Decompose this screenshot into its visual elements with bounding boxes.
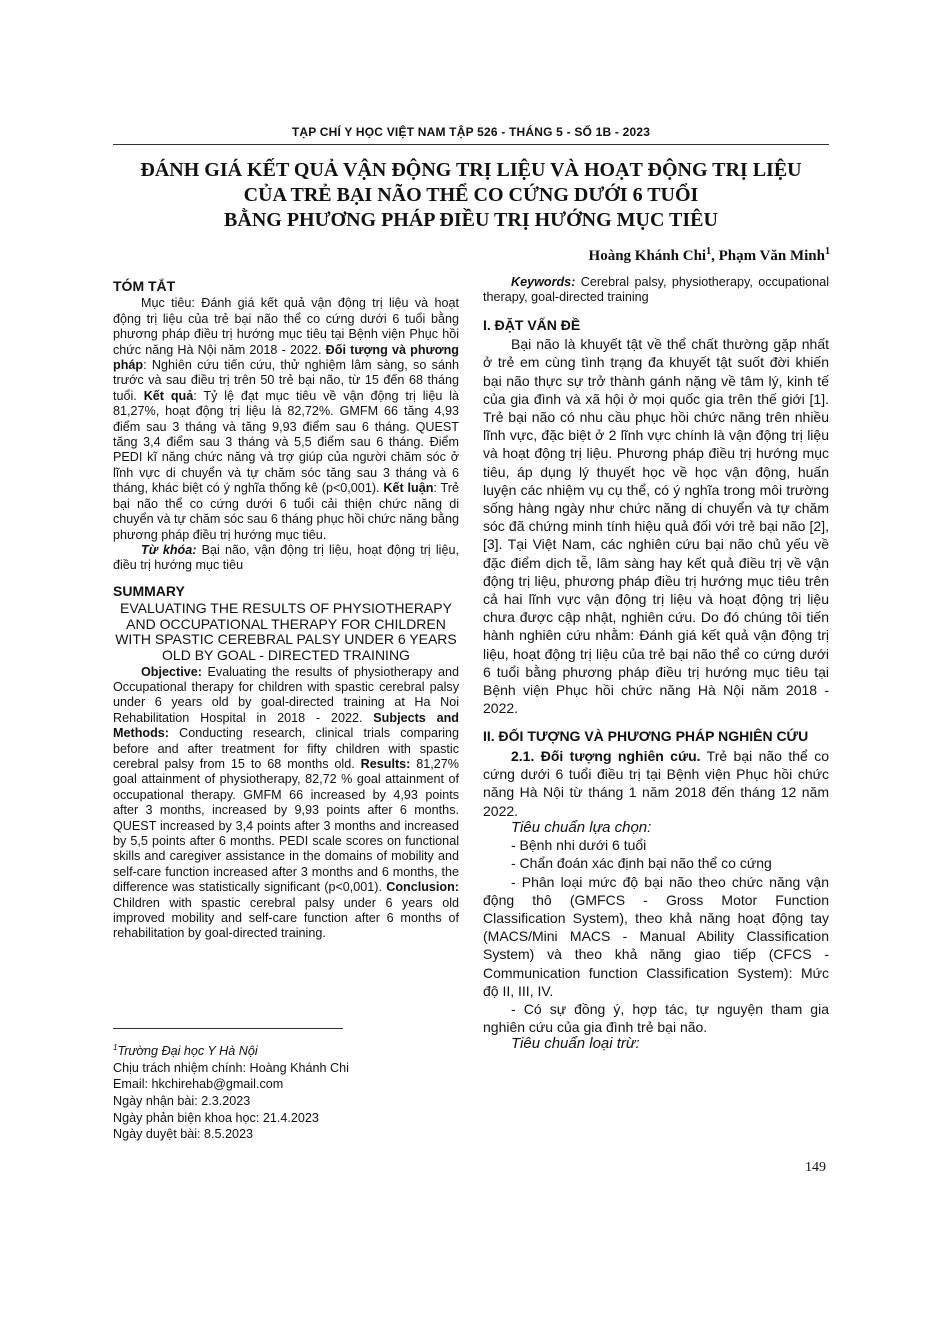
- title-line-3: BẰNG PHƯƠNG PHÁP ĐIỀU TRỊ HƯỚNG MỤC TIÊU: [224, 209, 718, 231]
- inclusion-item: - Chẩn đoán xác định bại não thể co cứng: [511, 855, 772, 872]
- objective-text: : Đánh giá kết quả vận động trị liệu và hoạt động trị liệu của trẻ bại não thể co cứng dưới 6 tuổi bằng phương pháp điều trị hướng mục tiêu tại Bệnh viện Phục hồi chức năng Hà Nội năm 2018 - 2022.: [113, 296, 459, 357]
- email: Email: hkchirehab@gmail.com: [113, 1077, 284, 1092]
- summary-heading: SUMMARY: [113, 582, 185, 599]
- results-text: : Tỷ lệ đạt mục tiêu về vận động trị liệu là 81,27%, hoạt động trị liệu là 82,72%. GMFM 66 tăng 4,93 điểm sau 3 tháng và tăng 9,93 điểm sau 6 tháng. QUEST tăng 3,4 điểm sau 3 tháng và 5,5 điểm sau 6 tháng. Điểm PEDI kĩ năng chức năng và trợ giúp của người chăm sóc ở lĩnh vực di chuyển và tự chăm sóc tăng sau 3 tháng và 6 tháng, khác biệt có ý nghĩa thống kê (p<0,001).: [113, 388, 459, 496]
- conclusion-label: Conclusion:: [386, 880, 459, 895]
- right-column: [483, 275, 829, 1053]
- affiliation-marker: 1: [113, 1043, 118, 1052]
- results-label: Results:: [360, 756, 411, 771]
- objective-label: Mục tiêu: [141, 296, 192, 311]
- summary-title: EVALUATING THE RESULTS OF PHYSIOTHERAPY AND OCCUPATIONAL THERAPY FOR CHILDREN WITH SPASTIC CEREBRAL PALSY UNDER 6 YEARS OLD BY GOAL - DIRECTED TRAINING: [115, 600, 457, 663]
- inclusion-criteria-heading: Tiêu chuẩn lựa chọn:: [511, 818, 652, 836]
- article-title: [60, 158, 882, 233]
- conclusion-text: Children with spastic cerebral palsy under 6 years old improved mobility and self-care function after 6 months of rehabilitation by goal-directed training.: [113, 895, 459, 941]
- results-text: 81,27% goal attainment of physiotherapy, 82,72 % goal attainment of occupational therapy. GMFM 66 increased by 4,93 points after 3 months, increased by 9,93 points after 6 months. QUEST increased by 3,4 points after 3 months and increased by 5,5 points after 6 months. PEDI scale scores on functional skills and caregiver assistance in the domains of mobility and self-care function increased after 3 months and 6 months, the difference was statistically significant (p<0,001).: [113, 756, 460, 895]
- inclusion-item: - Bệnh nhi dưới 6 tuổi: [511, 837, 647, 854]
- footnotes: [113, 1040, 453, 1143]
- affiliation-marker: 1: [706, 246, 712, 257]
- objective-label: Objective:: [141, 664, 202, 679]
- author-separator: ,: [711, 248, 719, 264]
- objective-text: Evaluating the results of physiotherapy and Occupational therapy for children with spastic cerebral palsy under 6 years old by goal-directed training at Ha Noi Rehabilitation Hospital in 2018 - 2022.: [113, 664, 459, 725]
- introduction-text: Bại não là khuyết tật về thể chất thường gặp nhất ở trẻ em cùng tình trạng đa khuyết tật suốt đời khiến bại não thực sự trở thành gánh nặng về tâm lý, kinh tế của gia đình và xã hội ở mọi quốc gia trên thế giới [1]. Trẻ bại não có nhu cầu phục hồi chức năng trên nhiều lĩnh vực, đặc biệt ở 2 lĩnh vực chính là vận động trị liệu và hoạt động trị liệu. Phương pháp điều trị hướng mục tiêu, áp dụng lý thuyết học về học vận động, huấn luyện các nhiệm vụ cụ thể, có ý nghĩa trong môi trường sống hàng ngày như chức năng di chuyển và tự chăm sóc đã chứng minh tính hiệu quả đối với trẻ bại não [2], [3]. Tại Việt Nam, các nghiên cứu bại não chủ yếu về đặc điểm dịch tễ, lâm sàng hay kết quả điều trị về vận động trị liệu, phương pháp điều trị hướng mục tiêu trên cả hai lĩnh vực vận động trị liệu và hoạt động trị liệu chưa được cập nhật, nghiên cứu. Do đó chúng tôi tiến hành nghiên cứu nhằm: Đánh giá kết quả vận động trị liệu, hoạt động trị liệu của trẻ bại não thể co cứng dưới 6 tuổi bằng phương pháp điều trị hướng mục tiêu tại Bệnh viện Phục hồi chức năng Hà Nội năm 2018 - 2022.: [483, 336, 829, 717]
- footnote-divider: [113, 1028, 343, 1029]
- date-reviewed: Ngày phản biện khoa học: 21.4.2023: [113, 1110, 319, 1125]
- subsection-label: 2.1. Đối tượng nghiên cứu.: [511, 747, 701, 764]
- methods-text: : Nghiên cứu tiến cứu, thử nghiệm lâm sàng, so sánh trước và sau điều trị trên 50 trẻ bại não, từ 15 đến 68 tháng tuổi.: [113, 358, 459, 403]
- inclusion-item: - Có sự đồng ý, hợp tác, tự nguyện tham gia nghiên cứu của gia đình trẻ bại não.: [483, 1000, 829, 1036]
- page-number: 149: [805, 1160, 826, 1175]
- summary-body: [113, 665, 459, 942]
- keywords-text: Bại não, vận động trị liệu, hoạt động trị liệu, điều trị hướng mục tiêu: [113, 542, 459, 573]
- journal-header: TẠP CHÍ Y HỌC VIỆT NAM TẬP 526 - THÁNG 5 - SỐ 1B - 2023: [291, 125, 651, 139]
- date-received: Ngày nhận bài: 2.3.2023: [113, 1093, 251, 1108]
- keywords-en: [483, 275, 829, 306]
- conclusion-text: : Trẻ bại não thể co cứng dưới 6 tuổi cải thiện chức năng di chuyển và tự chăm sóc sau 6 tháng phục hồi chức năng bằng phương pháp điều trị hướng mục tiêu.: [113, 481, 459, 542]
- section-heading-methods: II. ĐỐI TƯỢNG VÀ PHƯƠNG PHÁP NGHIÊN CỨU: [483, 728, 809, 745]
- subjects-label: Subjects and Methods:: [113, 710, 459, 741]
- methods-label: Đối tượng và phương pháp: [113, 342, 459, 373]
- keywords-label: Keywords:: [511, 275, 576, 289]
- author-name: Phạm Văn Minh: [718, 248, 825, 264]
- date-accepted: Ngày duyệt bài: 8.5.2023: [113, 1127, 254, 1142]
- abstract-heading: TÓM TẮT: [113, 278, 176, 294]
- keywords-label: Từ khóa:: [141, 542, 197, 557]
- left-column: [113, 275, 459, 942]
- exclusion-criteria-heading: Tiêu chuẩn loại trừ:: [511, 1035, 640, 1053]
- title-line-1: ĐÁNH GIÁ KẾT QUẢ VẬN ĐỘNG TRỊ LIỆU VÀ HOẠT ĐỘNG TRỊ LIỆU: [140, 159, 802, 181]
- affiliation-text: Trường Đại học Y Hà Nội: [117, 1044, 258, 1059]
- subsection-text: Trẻ bại não thể co cứng dưới 6 tuổi điều trị tại Bệnh viện Phục hồi chức năng Hà Nội từ tháng 1 năm 2018 đến tháng 12 năm 2022.: [483, 747, 829, 819]
- abstract-keywords: [113, 543, 459, 574]
- abstract-body: [113, 296, 459, 543]
- header-divider: [113, 144, 829, 145]
- conclusion-label: Kết luận: [383, 481, 434, 496]
- subjects-text: Conducting research, clinical trials comparing before and after treatment for fifty children with spastic cerebral palsy from 15 to 68 months old.: [113, 726, 459, 771]
- affiliation-marker: 1: [825, 246, 830, 257]
- author-list: [589, 246, 830, 265]
- results-label: Kết quả: [143, 388, 194, 403]
- author-name: Hoàng Khánh Chi: [588, 248, 707, 264]
- title-line-2: CỦA TRẺ BẠI NÃO THỂ CO CỨNG DƯỚI 6 TUỔI: [243, 184, 699, 206]
- section-heading-introduction: I. ĐẶT VẤN ĐỀ: [483, 316, 581, 333]
- keywords-text: Cerebral palsy, physiotherapy, occupational therapy, goal-directed training: [483, 275, 829, 305]
- affiliation: [113, 1040, 453, 1060]
- corresponding-author: Chịu trách nhiệm chính: Hoàng Khánh Chi: [113, 1060, 349, 1075]
- subjects-paragraph: [483, 747, 829, 820]
- inclusion-item: - Phân loại mức độ bại não theo chức năng vận động thô (GMFCS - Gross Motor Function Classification System), theo khả năng hoạt động tay (MACS/Mini MACS - Manual Ability Classification System) và theo khả năng giao tiếp (CFCS - Communication function Classification System): Mức độ II, III, IV.: [483, 873, 829, 999]
